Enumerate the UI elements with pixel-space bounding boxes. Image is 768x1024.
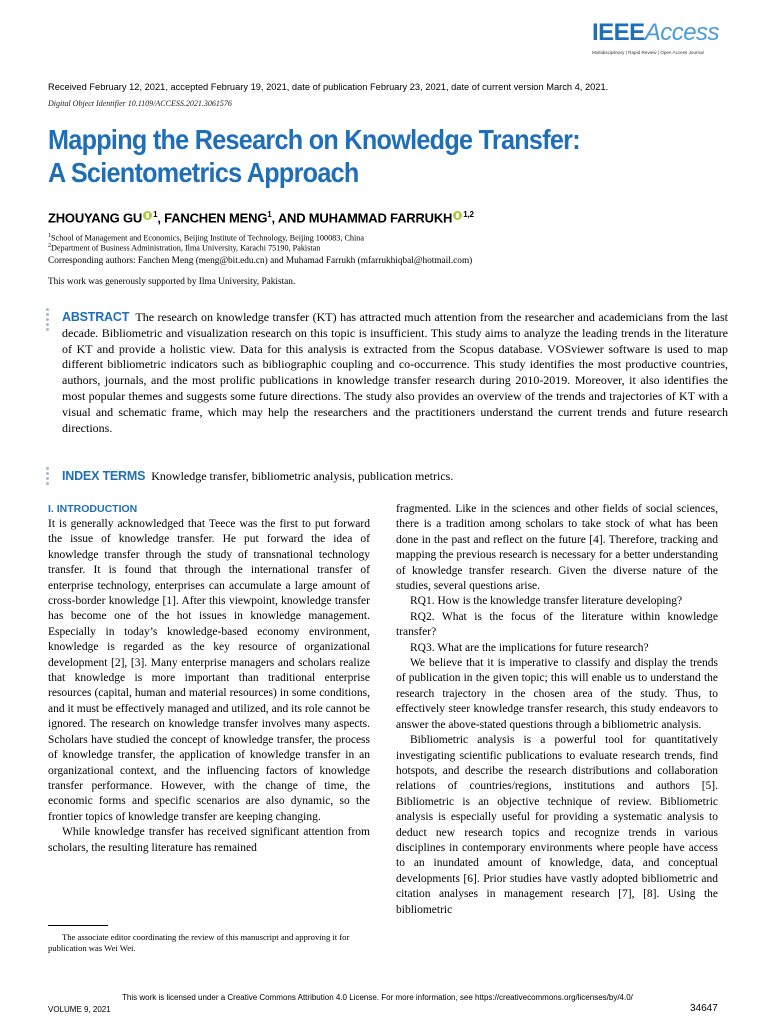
- author-1-affil: 1: [153, 210, 158, 219]
- right-column: [396, 502, 718, 918]
- affiliation-2: [48, 241, 320, 254]
- doi-line: Digital Object Identifier 10.1109/ACCESS.2021.3061576: [48, 99, 232, 108]
- research-question-2: RQ2. What is the focus of the literature within knowledge transfer?: [396, 610, 718, 639]
- abstract-text: The research on knowledge transfer (KT) has attracted much attention from the researcher and academicians from the last decade. Bibliometric and visualization research on this topic is insufficient. This study aims to analyze the leading trends in the literature of KT and provide a holistic view. Data for this analysis is extracted from the Scopus database. VOSviewer software is used to map different bibliometric indicators such as bibliographic coupling and co-occurrence. This study identifies the most productive countries, authors, journals, and the most prolific publications in knowledge transfer research during 2010-2019. Moreover, it also identifies the most popular themes and suggests some future directions. The study also provides an overview of the trends and trajectories of KT with a visual and schematic frame, which may help the researchers and the practitioners understand the current trends and future research directions.: [62, 310, 728, 435]
- volume-label: VOLUME 9, 2021: [48, 1005, 111, 1014]
- index-terms-marker-icon: [46, 467, 49, 487]
- affiliation-text: Department of Business Administration, Ilma University, Karachi 75190, Pakistan: [51, 243, 321, 253]
- orcid-icon[interactable]: [143, 211, 152, 220]
- intro-paragraph-2: While knowledge transfer has received significant attention from scholars, the resulting literature has remained: [48, 826, 370, 854]
- index-terms-text: Knowledge transfer, bibliometric analysis, publication metrics.: [151, 469, 454, 483]
- affiliation-number: 1: [48, 233, 51, 239]
- footnote-rule: [48, 925, 108, 926]
- paper-title: [48, 123, 580, 189]
- footnote: [48, 932, 370, 954]
- author-2-affil: 1: [267, 210, 272, 219]
- research-question-3: RQ3. What are the implications for future research?: [410, 641, 649, 654]
- logo-tagline: Multidisciplinary | Rapid Review | Open Access Journal: [592, 50, 704, 55]
- section-heading-introduction: I. INTRODUCTION: [48, 503, 138, 515]
- license-notice[interactable]: This work is licensed under a Creative Commons Attribution 4.0 License. For more information, see https://creativecommons.org/licenses/by/4.0/: [122, 993, 633, 1002]
- intro-paragraph-4: We believe that it is imperative to classify and display the trends of publication in the given topic; this will enable us to understand the research trajectory in the chosen area of the study. Thus, to effectively steer knowledge transfer research, this study endeavors to answer the above-stated questions through a bibliometric analysis.: [396, 657, 718, 731]
- logo-access-text: Access: [644, 19, 720, 46]
- corresponding-authors: Corresponding authors: Fanchen Meng (meng@bit.edu.cn) and Muhamad Farrukh (mfarrukhiqbal@hotmail.com): [48, 256, 473, 266]
- author-3: , AND MUHAMMAD FARRUKH: [271, 210, 453, 226]
- abstract-label: ABSTRACT: [62, 310, 130, 324]
- logo-ieee-text: IEEE: [592, 19, 645, 46]
- intro-paragraph-3: fragmented. Like in the sciences and other fields of social sciences, there is a tradition among scholars to take stock of what has been done in the past and reflect on the future [4]. Therefore, tracking and mapping the previous research is necessary for a better understanding of knowledge transfer research. Given the diverse nature of the studies, several questions arise.: [396, 503, 718, 593]
- author-list: [48, 210, 474, 225]
- left-column: [48, 502, 370, 856]
- funding-statement: This work was generously supported by Ilma University, Pakistan.: [48, 277, 296, 287]
- title-line-2: A Scientometrics Approach: [48, 157, 359, 188]
- author-2: , FANCHEN MENG: [157, 210, 268, 226]
- index-terms-label: INDEX TERMS: [62, 469, 146, 483]
- index-terms: [62, 469, 453, 484]
- abstract: [62, 310, 728, 436]
- affiliation-number: 2: [48, 243, 51, 249]
- intro-paragraph-1: It is generally acknowledged that Teece was the first to put forward the issue of knowledge transfer. He put forward the idea of knowledge transfer through the study of transnational technology transfer. It is found that through the international transfer of enterprise technology, enterprises can accumulate a large amount of cross-border knowledge [1]. After this viewpoint, knowledge transfer has become one of the hot issues in knowledge management. Especially in today’s knowledge-based economy environment, knowledge is regarded as the key resource of organizational development [2], [3]. Many enterprise managers and scholars realize that knowledge is more important than traditional enterprise resources (capital, human and material resources) in some conditions, and it must be effectively managed and utilized, and its role cannot be ignored. The research on knowledge transfer involves many aspects. Scholars have studied the concept of knowledge transfer, the process of knowledge transfer, the application of knowledge transfer in an organizational context, and the influencing factors of knowledge transfer performance. However, with the change of time, the economic forms and specific scenarios are also dynamic, so the frontier topics of knowledge transfer are keeping changing.: [48, 518, 370, 823]
- received-dates: Received February 12, 2021, accepted February 19, 2021, date of publication February 23, 2021, date of current version March 4, 2021.: [48, 82, 609, 92]
- page-number: 34647: [690, 1003, 718, 1014]
- author-1: ZHOUYANG GU: [48, 210, 143, 226]
- ieee-access-logo: [592, 20, 722, 55]
- affiliation-text: School of Management and Economics, Beijing Institute of Technology, Beijing 100083, China: [51, 233, 365, 243]
- abstract-marker-icon: [46, 308, 49, 333]
- footnote-text: The associate editor coordinating the review of this manuscript and approving it for publication was Wei Wei.: [48, 932, 350, 953]
- intro-paragraph-5: Bibliometric analysis is a powerful tool for quantitatively investigating scientific publications to evaluate research trends, find hotspots, and describe the research distributions and collaboration relations of countries/regions, institutions and authors [5]. Bibliometric is an objective technique of review. Bibliometric analysis is especially useful for providing a systematic analysis to deduct new research topics and recognize trends in various disciplines in contemporary environments where people have access to an inundated amount of knowledge, data, and conceptual developments [6]. Prior studies have vastly adopted bibliometric and citation analyses in management research [7], [8]. Using the bibliometric: [396, 734, 718, 916]
- title-line-1: Mapping the Research on Knowledge Transfer:: [48, 124, 580, 155]
- research-question-1: RQ1. How is the knowledge transfer literature developing?: [410, 595, 683, 608]
- author-3-affil: 1,2: [463, 210, 474, 219]
- orcid-icon[interactable]: [453, 211, 462, 220]
